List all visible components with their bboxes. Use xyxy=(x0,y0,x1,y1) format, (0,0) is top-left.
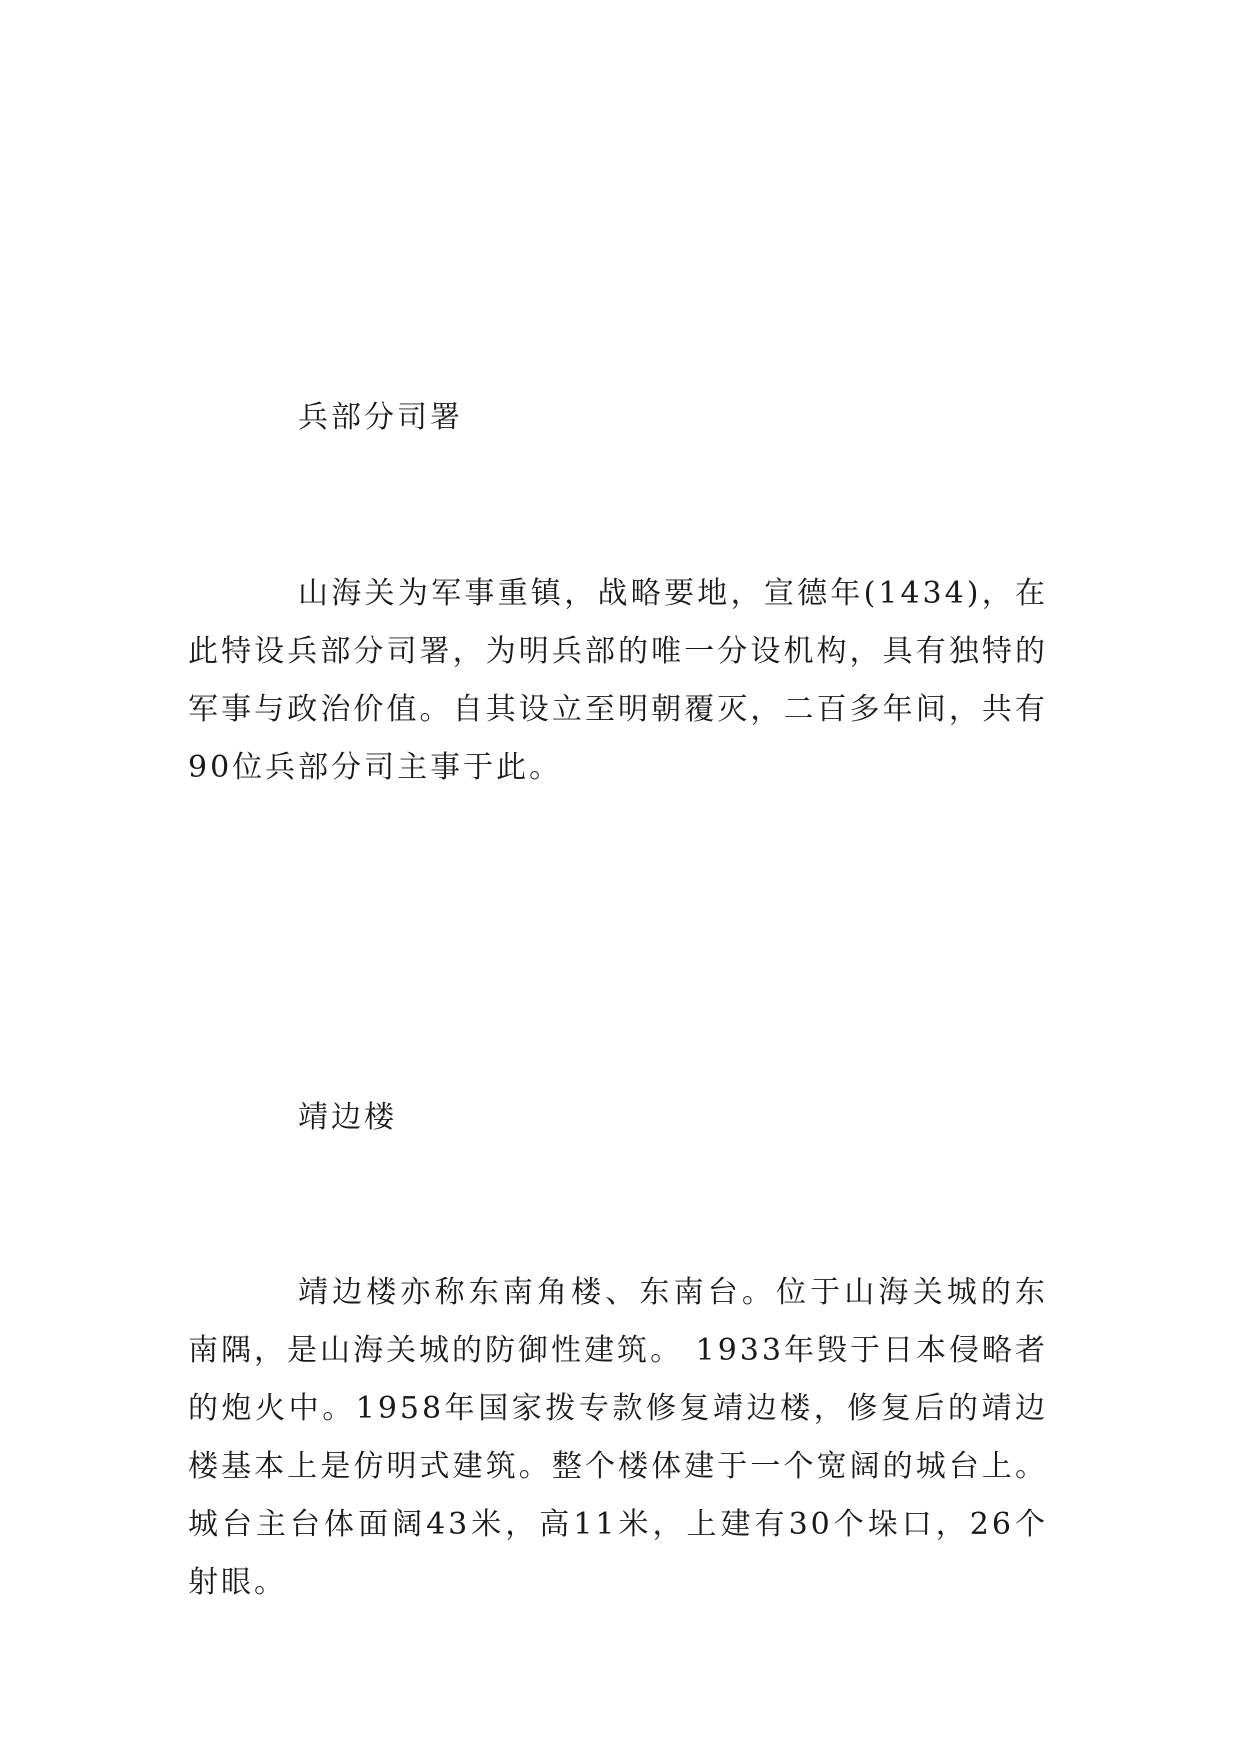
section-paragraph-jingbianlou: 靖边楼亦称东南角楼、东南台。位于山海关城的东南隅，是山海关城的防御性建筑。 1933年毁于日本侵略者的炮火中。1958年国家拨专款修复靖边楼，修复后的靖边楼基本上是仿明式建筑。整个楼体建于一个宽阔的城台上。城台主台体面阔43米，高11米，上建有30个垛口，26个射眼。 xyxy=(188,1275,1048,1600)
section-paragraph-bingbu: 山海关为军事重镇，战略要地，宣德年(1434)，在此特设兵部分司署，为明兵部的唯一分设机构，具有独特的军事与政治价值。自其设立至明朝覆灭，二百多年间，共有90位兵部分司主事于此。 xyxy=(188,576,1048,785)
section-heading-bingbu: 兵部分司署 xyxy=(298,400,463,435)
section-heading-jingbianlou: 靖边楼 xyxy=(298,1100,397,1135)
